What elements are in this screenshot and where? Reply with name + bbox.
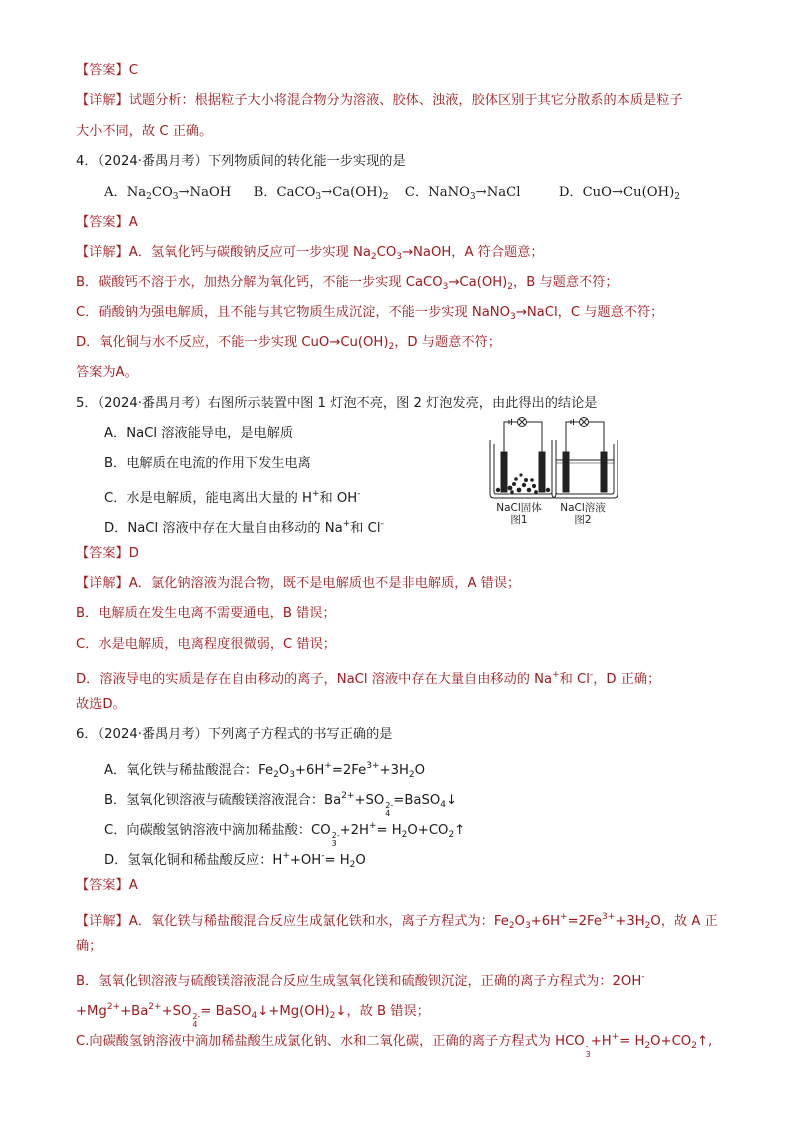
q6-option-d: D．氢氧化铜和稀盐酸反应：$H^++OH^-= H_2O$ bbox=[104, 851, 366, 870]
q5-option-a: A．NaCl 溶液能导电，是电解质 bbox=[104, 426, 294, 441]
beaker-2 bbox=[552, 418, 618, 499]
detail-text: 试题分析：根据粒子大小将混合物分为溶液、胶体、浊液，胶体区别于其它分散系的本质是粒子 bbox=[128, 93, 683, 108]
q6-detail-c: C.向碳酸氢钠溶液中滴加稀盐酸生成氯化钠、水和二氧化碳，正确的离子方程式为 HCO - 3 $+H^+= H_2O+CO_2↑$, bbox=[76, 1032, 713, 1059]
q4-options bbox=[104, 184, 680, 206]
q5-stem: 5．（2024·番禺月考）右图所示装置中图 1 灯泡不亮，图 2 灯泡发亮，由此得出的结论是 bbox=[76, 396, 598, 411]
conductivity-figure bbox=[486, 414, 618, 532]
answer-tag: 【答案】 bbox=[76, 63, 129, 78]
figure2-label: NaCl溶液 bbox=[560, 502, 606, 514]
q4-option-b: B．$CaCO_3\to Ca(OH)_2$ bbox=[253, 185, 389, 202]
q5-answer bbox=[76, 545, 139, 563]
q4-option-d: D．$CuO\to Cu(OH)_2$ bbox=[558, 185, 680, 202]
q6-answer bbox=[76, 877, 138, 895]
q4-option-c: C．NaNO$_3$→NaCl bbox=[404, 185, 521, 202]
q5-option-b: B．电解质在电流的作用下发生电离 bbox=[104, 456, 311, 471]
q4-detail-c: C．硝酸钠为强电解质，且不能与其它物质生成沉淀，不能一步实现 NaNO$_3$→NaCl，C 与题意不符； bbox=[76, 305, 664, 322]
q5-detail-b: B．电解质在发生电离不需要通电，B 错误； bbox=[76, 606, 336, 621]
q6-option-c: C．向碳酸氢钠溶液中滴加稀盐酸：CO 2- 3 $+2H^+= H_2O+CO_2↑$ bbox=[104, 821, 466, 848]
q4-detail-d: D．氧化铜与水不反应，不能一步实现 $CuO\to Cu(OH)_2$，D 与题意不符； bbox=[76, 335, 501, 352]
answer-value: A bbox=[128, 215, 138, 230]
q6-stem: 6．（2024·番禺月考）下列离子方程式的书写正确的是 bbox=[76, 727, 393, 742]
q3-detail-line1 bbox=[76, 92, 683, 110]
q4-detail-b: B．碳酸钙不溶于水，加热分解为氧化钙，不能一步实现 $CaCO_3\to Ca(OH)_2$，B 与题意不符； bbox=[76, 275, 619, 292]
q5-detail-a: 【详解】A．氯化钠溶液为混合物，既不是电解质也不是非电解质，A 错误； bbox=[76, 576, 521, 591]
answer-tag: 【答案】 bbox=[76, 215, 129, 230]
q4-answer bbox=[76, 214, 138, 232]
answer-value: C bbox=[128, 63, 138, 78]
q4-conclusion: 答案为A。 bbox=[76, 365, 138, 380]
q5-option-d: D．NaCl 溶液中存在大量自由移动的 Na+和 Cl- bbox=[104, 519, 384, 536]
beakers-diagram bbox=[486, 414, 618, 502]
q6-option-a: A．氧化铁与稀盐酸混合：$Fe_2O_3+6H^+=2Fe^{3+}+3H_2O$ bbox=[104, 761, 426, 780]
figure1-label: NaCl固体 bbox=[496, 502, 542, 514]
q6-detail-b: B．氢氧化钡溶液与硫酸镁溶液混合反应生成氢氧化镁和硫酸钡沉淀，正确的离子方程式为：2OH- bbox=[76, 972, 645, 989]
answer-tag: 【答案】 bbox=[76, 546, 129, 561]
q5-conclusion: 故选D。 bbox=[76, 697, 126, 712]
answer-value: D bbox=[128, 546, 139, 561]
q5-detail-c: C．水是电解质，电离程度很微弱，C 错误； bbox=[76, 637, 336, 652]
q5-detail-d: D．溶液导电的实质是存在自由移动的离子，NaCl 溶液中存在大量自由移动的 Na+和 Cl-，D 正确； bbox=[76, 670, 661, 687]
q6-detail-a: 【详解】A．氧化铁与稀盐酸混合反应生成氯化铁和水，离子方程式为：$Fe_2O_3+6H^+=2Fe^{3+}+3H_2O$，故 A 正 bbox=[76, 912, 718, 931]
q4-detail-a: 【详解】A．氢氧化钙与碳酸钠反应可一步实现 $Na_2CO_3\to NaOH$，A 符合题意； bbox=[76, 245, 544, 262]
q3-answer bbox=[76, 62, 138, 80]
q3-detail-line2: 大小不同，故 C 正确。 bbox=[76, 124, 213, 139]
answer-tag: 【答案】 bbox=[76, 878, 129, 893]
q6-option-b: B．氢氧化钡溶液与硫酸镁溶液混合：$Ba^{2+}+SO$ 2- 4 =BaSO$_4$↓ bbox=[104, 791, 457, 818]
detail-tag: 【详解】 bbox=[76, 93, 129, 108]
q4-option-a: A．$Na_2CO_3\to NaOH$ bbox=[104, 185, 232, 202]
answer-value: A bbox=[128, 878, 138, 893]
q4-stem: 4．（2024·番禺月考）下列物质间的转化能一步实现的是 bbox=[76, 154, 406, 169]
figure1-number: 图1 bbox=[510, 514, 528, 526]
figure2-number: 图2 bbox=[574, 514, 592, 526]
q6-detail-b-cont: $+Mg^{2+}+Ba^{2+}+SO$ 2- 4 = $BaSO_4↓+Mg(OH)_2↓$，故 B 错误； bbox=[76, 1002, 430, 1029]
q5-option-c: C．水是电解质，能电离出大量的 H+和 OH- bbox=[104, 489, 361, 506]
q6-detail-a-cont: 确； bbox=[76, 939, 103, 954]
